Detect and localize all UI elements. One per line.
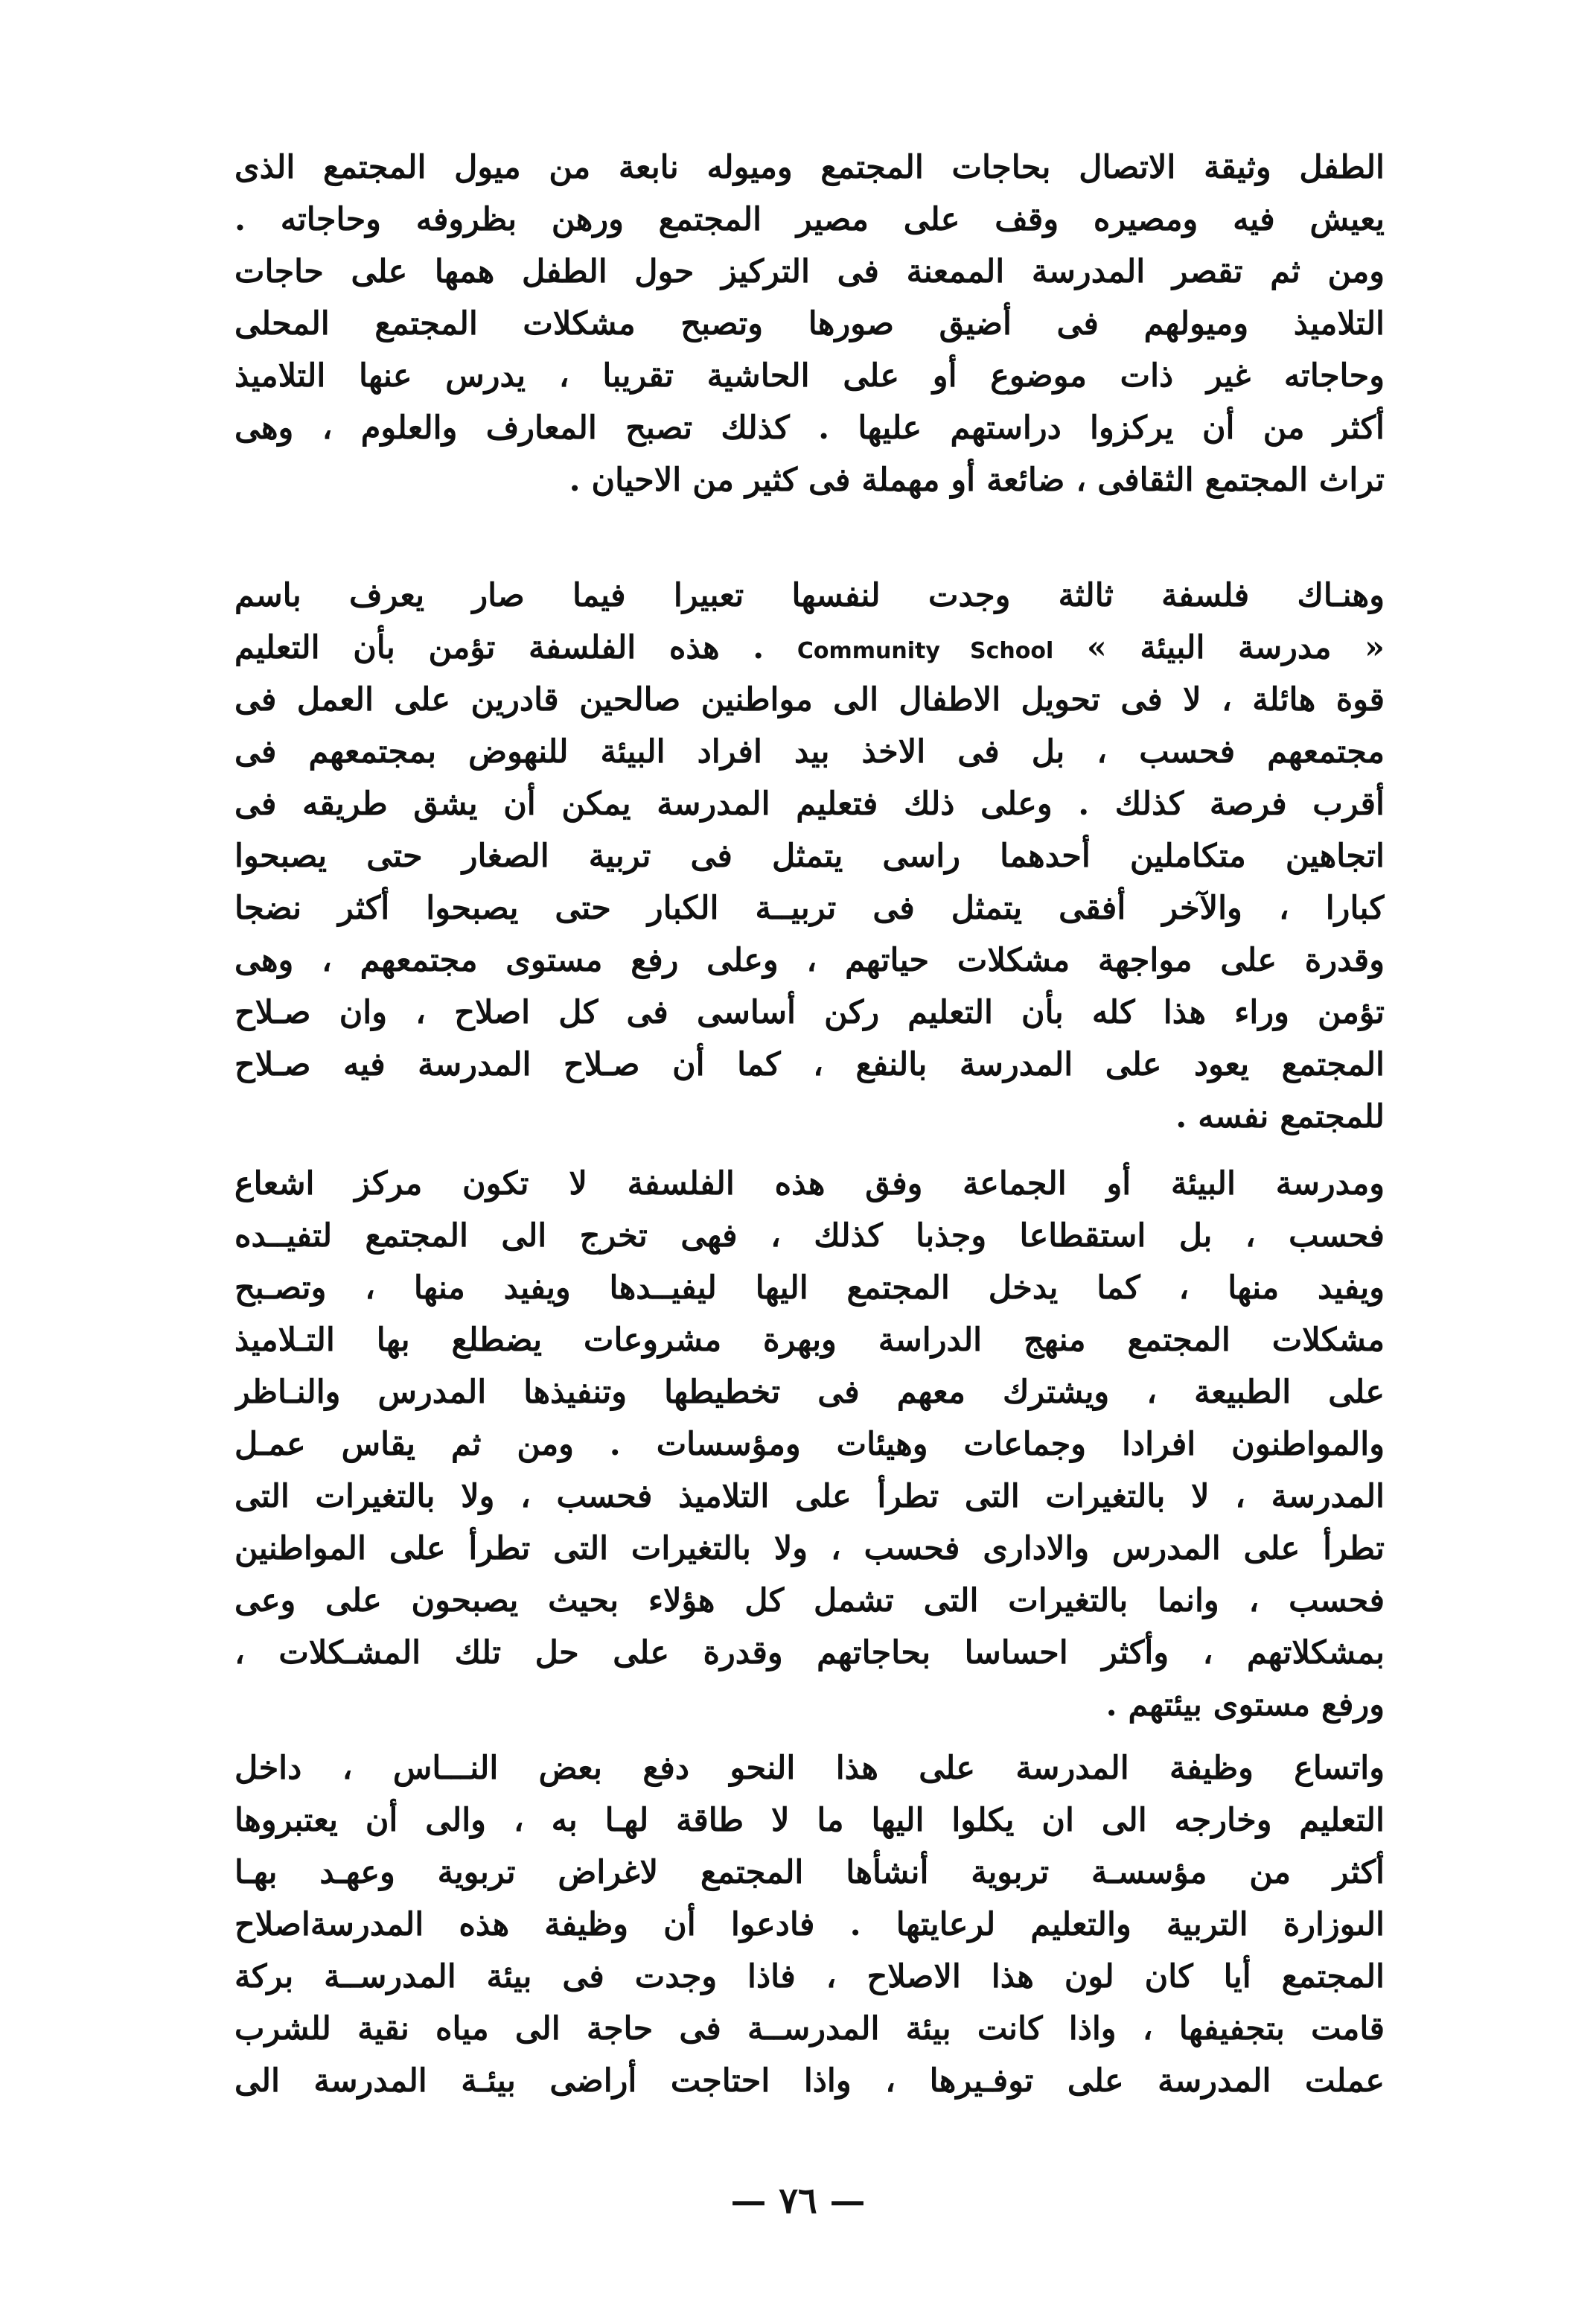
paragraph-line: المدرسة ، لا بالتغيرات التى تطرأ على التلاميذ فحسب ، ولا بالتغيرات التى [234,1478,1385,1515]
paragraph-line: كبارا ، والآخر أفقى يتمثل فى تربيــة الكبار حتى يصبحوا أكثر نضجا [234,890,1385,927]
paragraph-2 [234,570,1385,1143]
paragraph-line: مشكلات المجتمع منهج الدراسة وبهرة مشروعات يضطلع بها التـلاميذ [234,1322,1385,1359]
paragraph-line: واتساع وظيفة المدرسة على هذا النحو دفع بعض النـــاس ، داخل [234,1750,1385,1787]
paragraph-line: « مدرسة البيئة » Community School . هذه الفلسفة تؤمن بأن التعليم [234,629,1385,666]
paragraph-line: التلاميذ وميولهم فى أضيق صورها وتصبح مشكلات المجتمع المحلى [234,305,1385,342]
paragraph-line: مجتمعهم فحسب ، بل فى الاخذ بيد افراد البيئة للنهوض بمجتمعهم فى [234,733,1385,771]
paragraph-line: على الطبيعة ، ويشترك معهم فى تخطيطها وتنفيذها المدرس والنـاظر [234,1374,1385,1411]
paragraph-line: أقرب فرصة كذلك . وعلى ذلك فتعليم المدرسة يمكن أن يشق طريقه فى [234,785,1385,823]
paragraph-line: أكثر من أن يركزوا دراستهم عليها . كذلك تصبح المعارف والعلوم ، وهى [234,409,1385,447]
paragraph-line: ومدرسة البيئة أو الجماعة وفق هذه الفلسفة لا تكون مركز اشعاع [234,1165,1385,1202]
paragraph-line: قامت بتجفيفها ، واذا كانت بيئة المدرســة فى حاجة الى مياه نقية للشرب [234,2010,1385,2047]
paragraph-line: ومن ثم تقصر المدرسة الممعنة فى التركيز حول الطفل همها على حاجات [234,253,1385,290]
paragraph-line: يعيش فيه ومصيره وقف على مصير المجتمع ورهن بظروفه وحاجاته . [234,201,1385,238]
paragraph-line: وقدرة على مواجهة مشكلات حياتهم ، وعلى رفع مستوى مجتمعهم ، وهى [234,942,1385,979]
paragraph-line: للمجتمع نفسه . [1175,1098,1385,1135]
paragraph-line: تؤمن وراء هذا كله بأن التعليم ركن أساسى فى كل اصلاح ، وان صـلاح [234,994,1385,1031]
page-number: — ٧٦ — [730,2180,866,2222]
paragraph-line: الىوزارة التربية والتعليم لرعايتها . فادعوا أن وظيفة هذه المدرسةاصلاح [234,1906,1385,1943]
paragraph-line: عملت المدرسة على توفـيرها ، واذا احتاجت أراضى بيئـة المدرسة الى [234,2062,1385,2100]
latin-term: Community School [797,638,1054,664]
paragraph-line: وحاجاته غير ذات موضوع أو على الحاشية تقريبا ، يدرس عنها التلاميذ [234,357,1385,395]
paragraph-line: أكثر من مؤسسـة تربوية أنشأها المجتمع لاغراض تربوية وعهـد بهـا [234,1854,1385,1891]
paragraph-line: ورفع مستوى بيئتهم . [1105,1686,1385,1724]
paragraph-line: والمواطنون افرادا وجماعات وهيئات ومؤسسات . ومن ثم يقاس عمـل [234,1426,1385,1463]
paragraph-line: فحسب ، بل استقطاعا وجذبا كذلك ، فهى تخرج الى المجتمع لتفيــده [234,1217,1385,1255]
paragraph-line: ويفيد منها ، كما يدخل المجتمع اليها ليفيــدها ويفيد منها ، وتصـبح [234,1269,1385,1307]
paragraph-line: اتجاهين متكاملين أحدهما راسى يتمثل فى تربية الصغار حتى يصبحوا [234,838,1385,875]
paragraph-line: فحسب ، وانما بالتغيرات التى تشمل كل هؤلاء بحيث يصبحون على وعى [234,1582,1385,1619]
paragraph-line: بمشكلاتهم ، وأكثر احساسا بحاجاتهم وقدرة على حل تلك المشـكلات ، [234,1634,1385,1672]
paragraph-1 [234,141,1385,506]
paragraph-line: وهنـاك فلسفة ثالثة وجدت لنفسها تعبيرا فيما صار يعرف باسم [234,577,1385,614]
paragraph-line: تطرأ على المدرس والادارى فحسب ، ولا بالتغيرات التى تطرأ على المواطنين [234,1530,1385,1567]
paragraph-line: تراث المجتمع الثقافى ، ضائعة أو مهملة فى كثير من الاحيان . [569,462,1385,499]
paragraph-4 [234,1742,1385,2107]
paragraph-line: المجتمع أيا كان لون هذا الاصلاح ، فاذا وجدت فى بيئة المدرســة بركة [234,1958,1385,1995]
paragraph-line: الطفل وثيقة الاتصال بحاجات المجتمع وميوله نابعة من ميول المجتمع الذى [234,149,1385,186]
paragraph-line: التعليم وخارجه الى ان يكلوا اليها ما لا طاقة لهـا به ، والى أن يعتبروها [234,1802,1385,1839]
paragraph-3 [234,1158,1385,1731]
paragraph-line: المجتمع يعود على المدرسة بالنفع ، كما أن صـلاح المدرسة فيه صـلاح [234,1046,1385,1083]
paragraph-line: قوة هائلة ، لا فى تحويل الاطفال الى مواطنين صالحين قادرين على العمل فى [234,681,1385,718]
